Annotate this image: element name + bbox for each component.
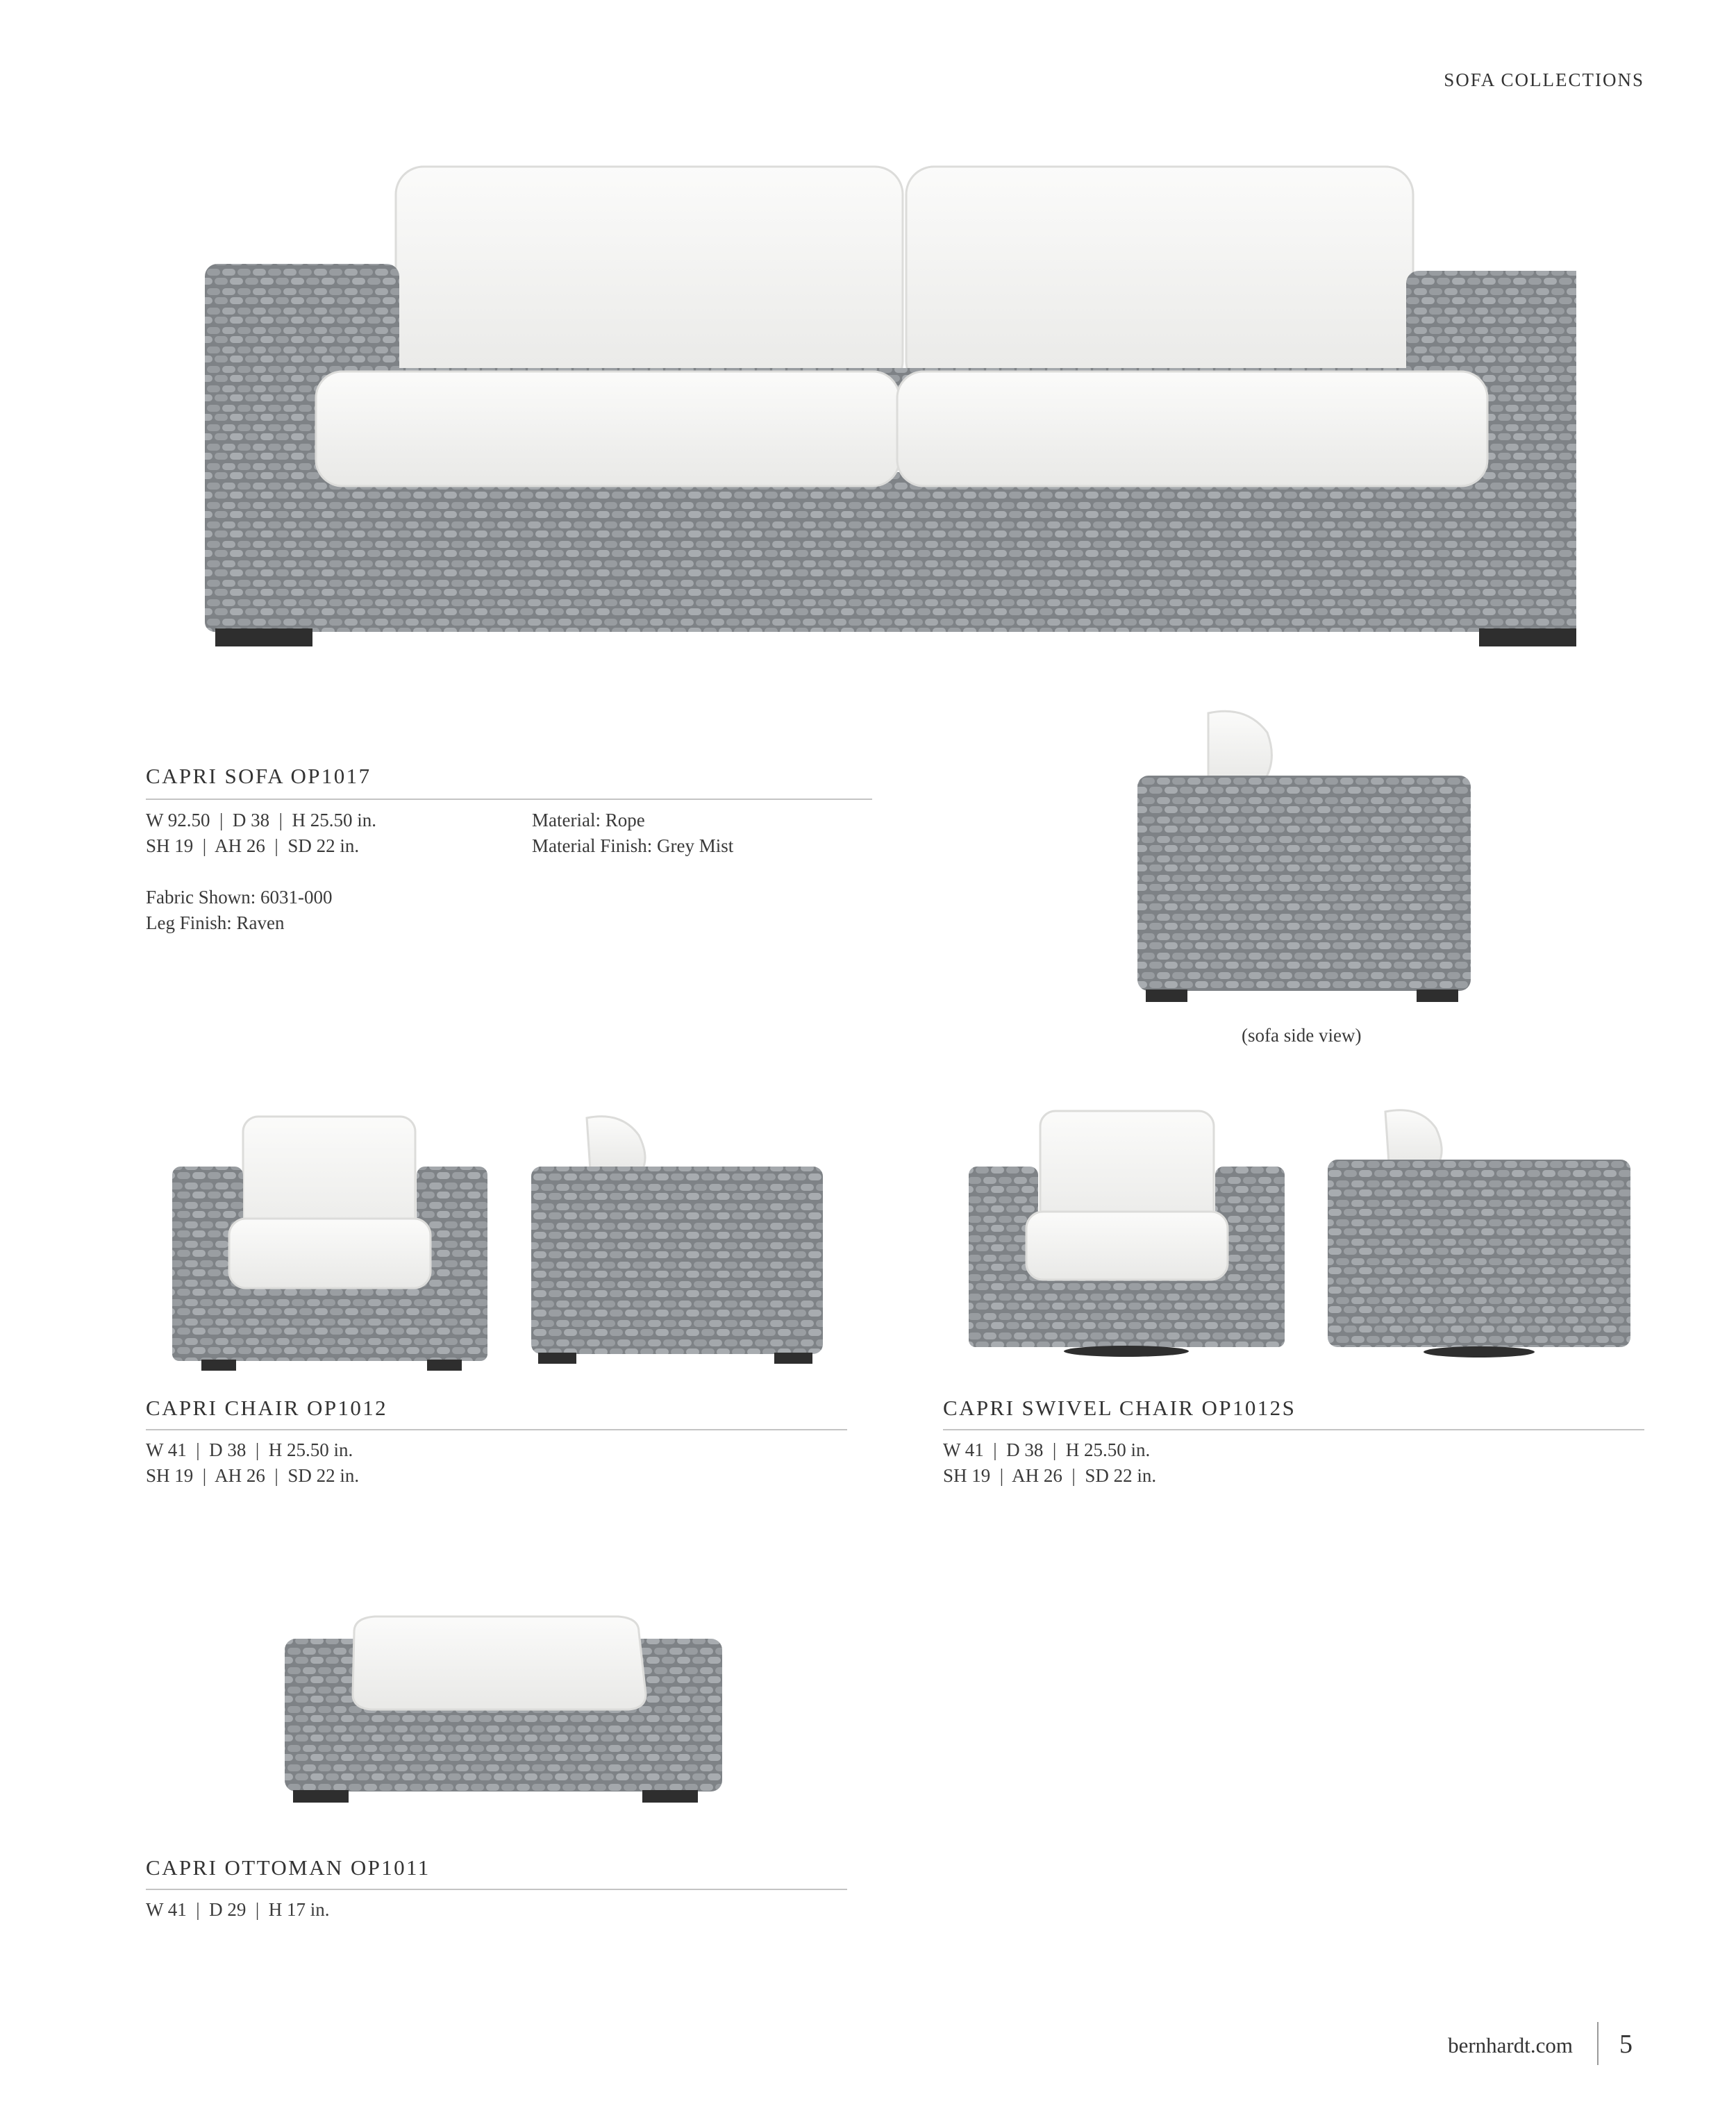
chair-title-rule bbox=[146, 1429, 847, 1430]
footer-divider bbox=[1597, 2022, 1599, 2065]
sofa-title: CAPRI SOFA OP1017 bbox=[146, 764, 372, 788]
footer-website-link[interactable]: bernhardt.com bbox=[1448, 2033, 1573, 2057]
chair-front-image bbox=[153, 1083, 493, 1375]
swivel-title: CAPRI SWIVEL CHAIR OP1012S bbox=[943, 1396, 1296, 1420]
chair-side-image bbox=[524, 1104, 830, 1368]
sofa-front-image bbox=[160, 111, 1576, 680]
ottoman-dims-line1: W 41 | D 29 | H 17 in. bbox=[146, 1899, 330, 1920]
sofa-finish-line: Material Finish: Grey Mist bbox=[532, 835, 734, 856]
sofa-leg-line: Leg Finish: Raven bbox=[146, 912, 285, 933]
sofa-material-line: Material: Rope bbox=[532, 810, 645, 830]
sofa-material bbox=[532, 808, 733, 859]
chair-title: CAPRI CHAIR OP1012 bbox=[146, 1396, 388, 1420]
swivel-front-image bbox=[951, 1097, 1292, 1361]
sofa-dimensions bbox=[146, 808, 376, 859]
page-number: 5 bbox=[1619, 2030, 1633, 2059]
sofa-dims-line2: SH 19 | AH 26 | SD 22 in. bbox=[146, 835, 360, 856]
ottoman-title-rule bbox=[146, 1889, 847, 1890]
sofa-fabric bbox=[146, 885, 332, 936]
ottoman-image bbox=[271, 1548, 729, 1819]
swivel-dims-line1: W 41 | D 38 | H 25.50 in. bbox=[943, 1439, 1151, 1460]
swivel-dims-line2: SH 19 | AH 26 | SD 22 in. bbox=[943, 1465, 1157, 1486]
swivel-side-image bbox=[1319, 1101, 1639, 1361]
swivel-title-rule bbox=[943, 1429, 1644, 1430]
sofa-side-caption: (sofa side view) bbox=[1242, 1025, 1362, 1046]
ottoman-title: CAPRI OTTOMAN OP1011 bbox=[146, 1855, 431, 1880]
sofa-dims-line1: W 92.50 | D 38 | H 25.50 in. bbox=[146, 810, 377, 830]
ottoman-dimensions bbox=[146, 1897, 330, 1923]
section-header: SOFA COLLECTIONS bbox=[1444, 69, 1644, 90]
swivel-dimensions bbox=[943, 1437, 1156, 1489]
sofa-side-image bbox=[1125, 698, 1486, 1010]
chair-dims-line1: W 41 | D 38 | H 25.50 in. bbox=[146, 1439, 353, 1460]
sofa-title-rule bbox=[146, 799, 872, 800]
chair-dims-line2: SH 19 | AH 26 | SD 22 in. bbox=[146, 1465, 360, 1486]
sofa-fabric-line: Fabric Shown: 6031-000 bbox=[146, 887, 333, 908]
chair-dimensions bbox=[146, 1437, 359, 1489]
